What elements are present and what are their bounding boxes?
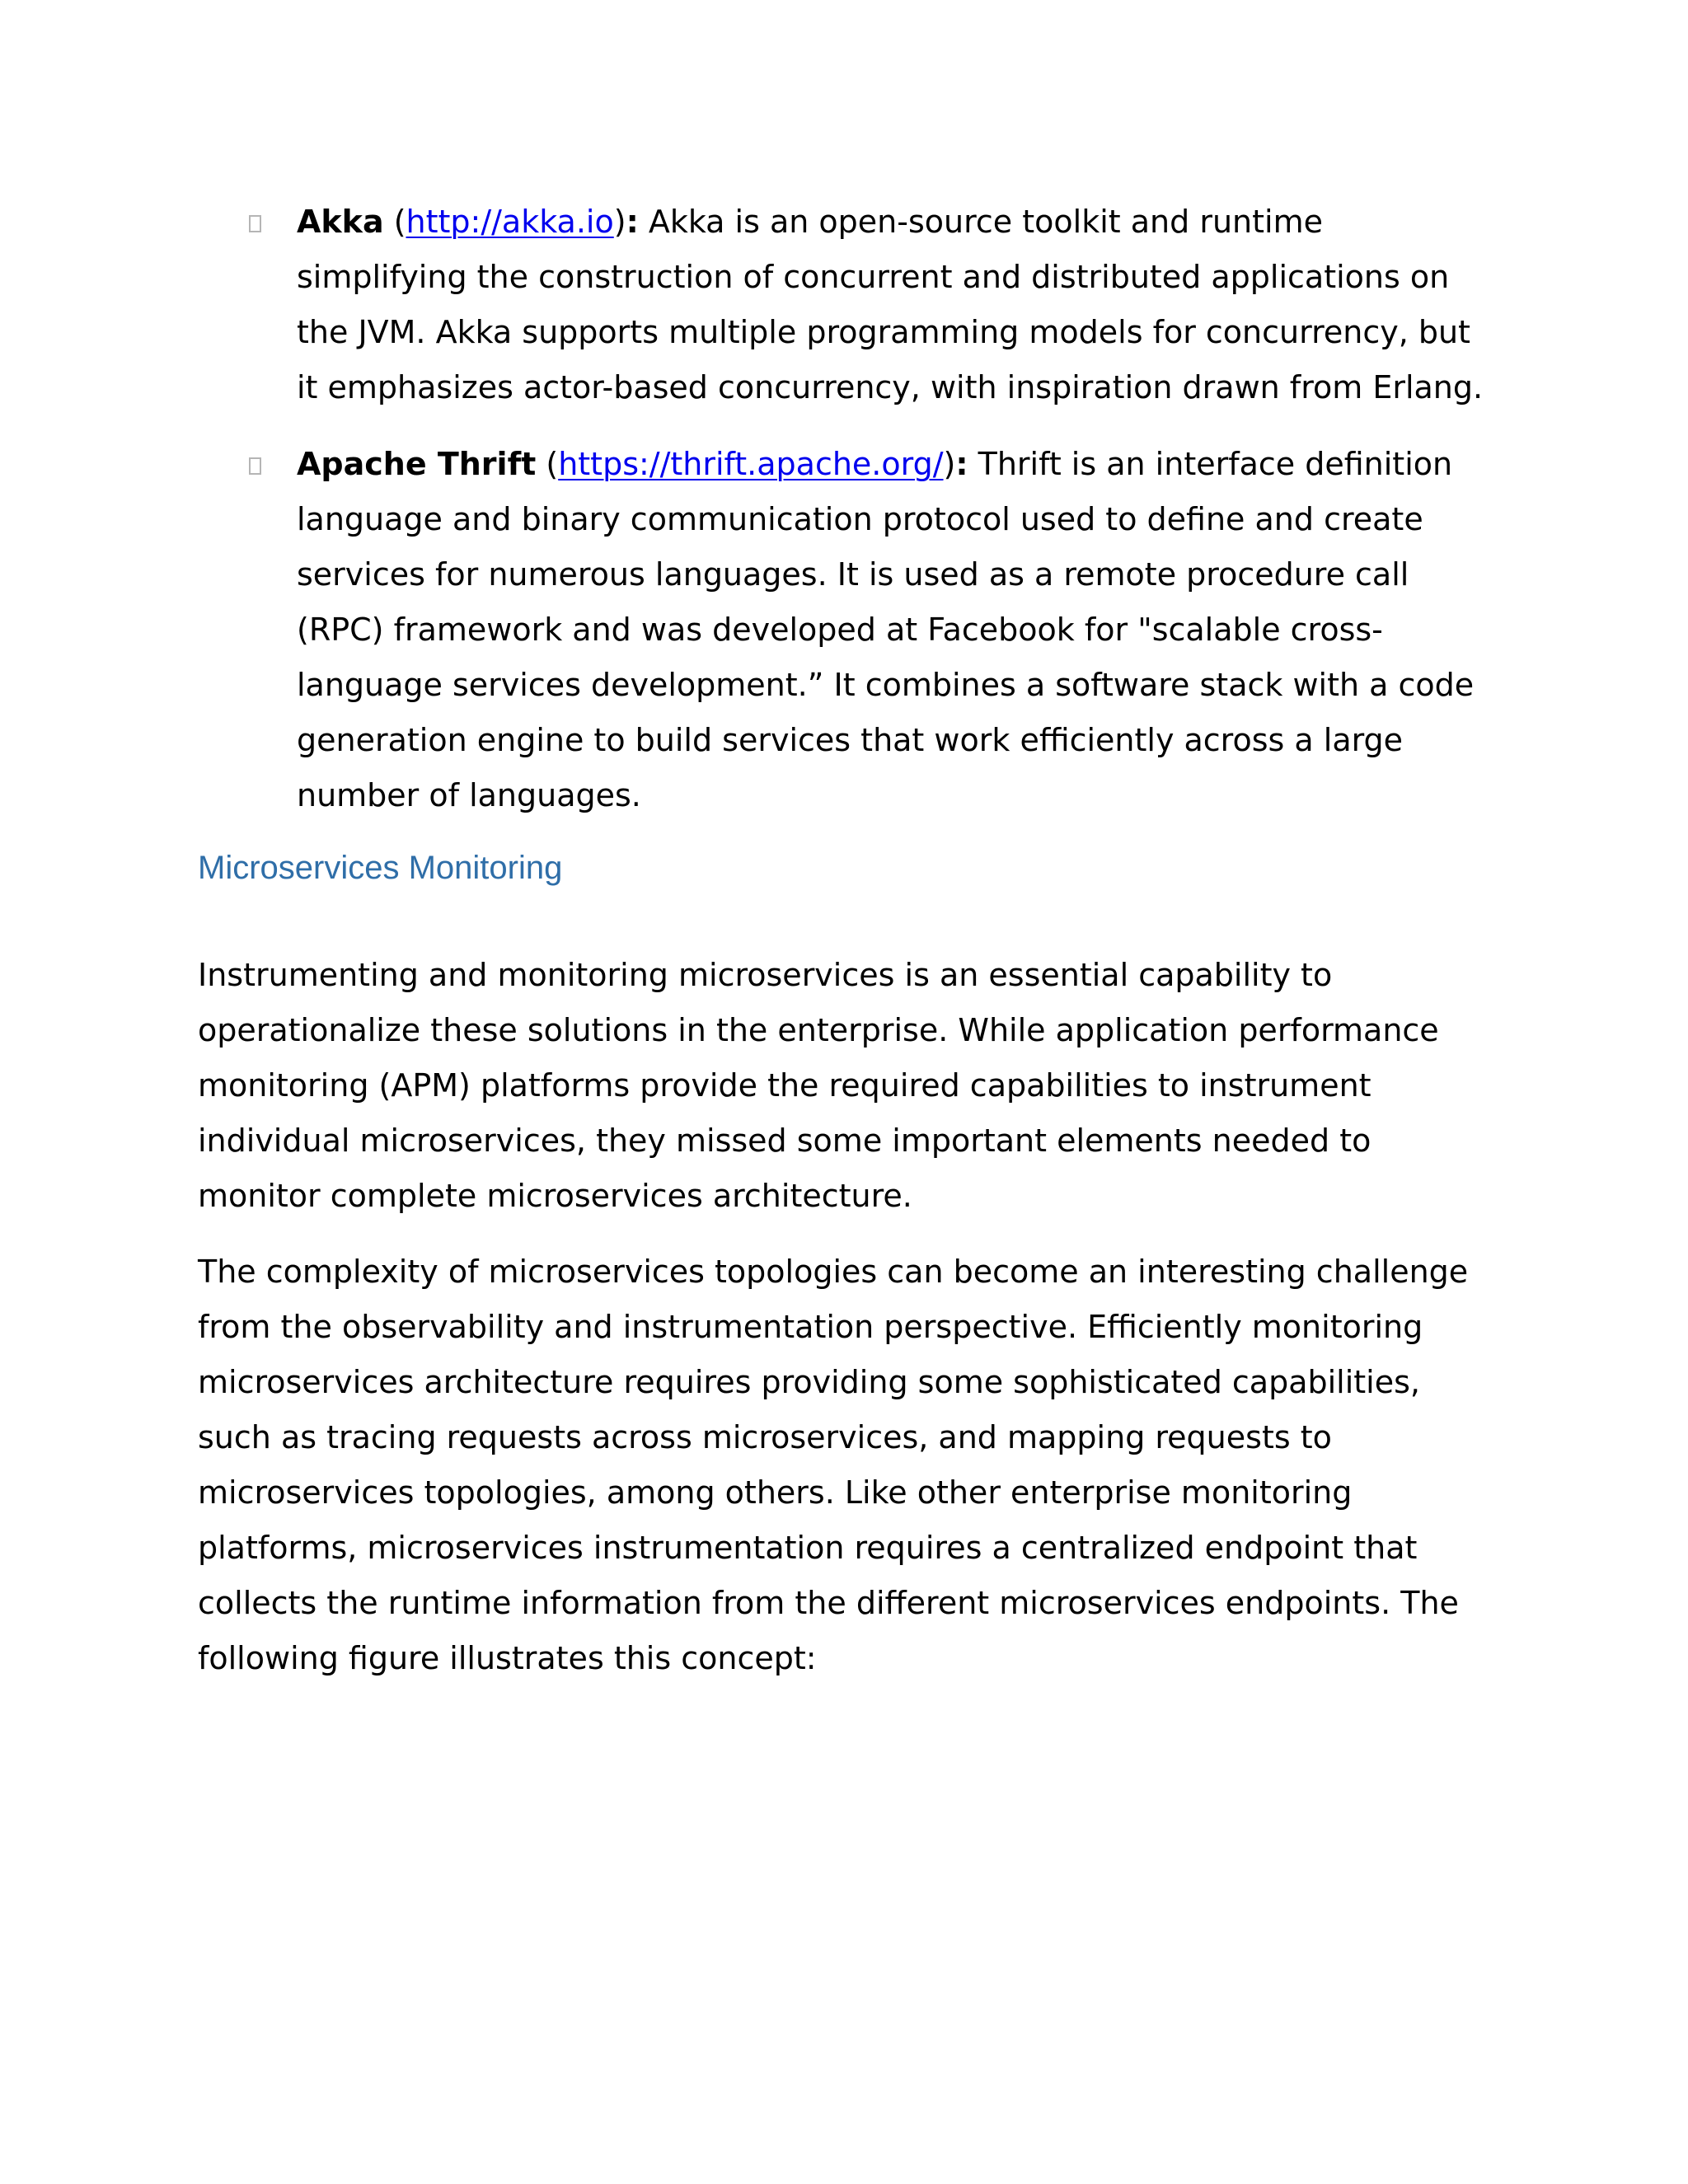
technology-list bbox=[297, 194, 1500, 845]
paragraph-instrumenting: Instrumenting and monitoring microservices is an essential capability to operationalize these solutions in the enterprise. While application performance monitoring (APM) platforms provide the required capabilities to instrument individual microservices, they missed some important elements needed to monitor complete microservices architecture. bbox=[198, 957, 1439, 1214]
term-apache-thrift: Apache Thrift bbox=[297, 446, 537, 482]
open-paren: ( bbox=[536, 446, 559, 482]
thrift-link[interactable]: https://thrift.apache.org/ bbox=[558, 446, 944, 482]
list-item-apache-thrift bbox=[297, 437, 1500, 823]
akka-description: Akka is an open-source toolkit and runtime simplifying the construction of concurrent and distributed applications on the JVM. Akka supports multiple programming models for concurrency, but it emphasizes actor-based concurrency, with inspiration drawn from Erlang. bbox=[297, 204, 1484, 405]
paragraph-complexity: The complexity of microservices topologies can become an interesting challenge from the observability and instrumentation perspective. Efficiently monitoring microservices architecture requires providing some sophisticated capabilities, such as tracing requests across microservices, and mapping requests to microservices topologies, among others. Like other enterprise monitoring platforms, microservices instrumentation requires a centralized endpoint that collects the runtime information from the different microservices endpoints. The following figure illustrates this concept: bbox=[198, 1254, 1469, 1676]
akka-link[interactable]: http://akka.io bbox=[406, 204, 614, 240]
bullet-box-icon bbox=[249, 457, 261, 475]
close-paren: ) bbox=[613, 204, 626, 240]
bullet-box-icon bbox=[249, 215, 261, 232]
term-akka: Akka bbox=[297, 204, 384, 240]
open-paren: ( bbox=[383, 204, 406, 240]
term-colon: : bbox=[626, 204, 639, 240]
thrift-description: Thrift is an interface definition language and binary communication protocol used to define and create services for numerous languages. It is used as a remote procedure call (RPC) framework and was developed at Facebook for "scalable cross-language services development.” It combines a software stack with a code generation engine to build services that work efficiently across a large number of languages. bbox=[297, 446, 1475, 813]
section-heading: Microservices Monitoring bbox=[198, 850, 563, 886]
list-item-akka bbox=[297, 194, 1500, 415]
term-colon: : bbox=[955, 446, 968, 482]
close-paren: ) bbox=[943, 446, 956, 482]
